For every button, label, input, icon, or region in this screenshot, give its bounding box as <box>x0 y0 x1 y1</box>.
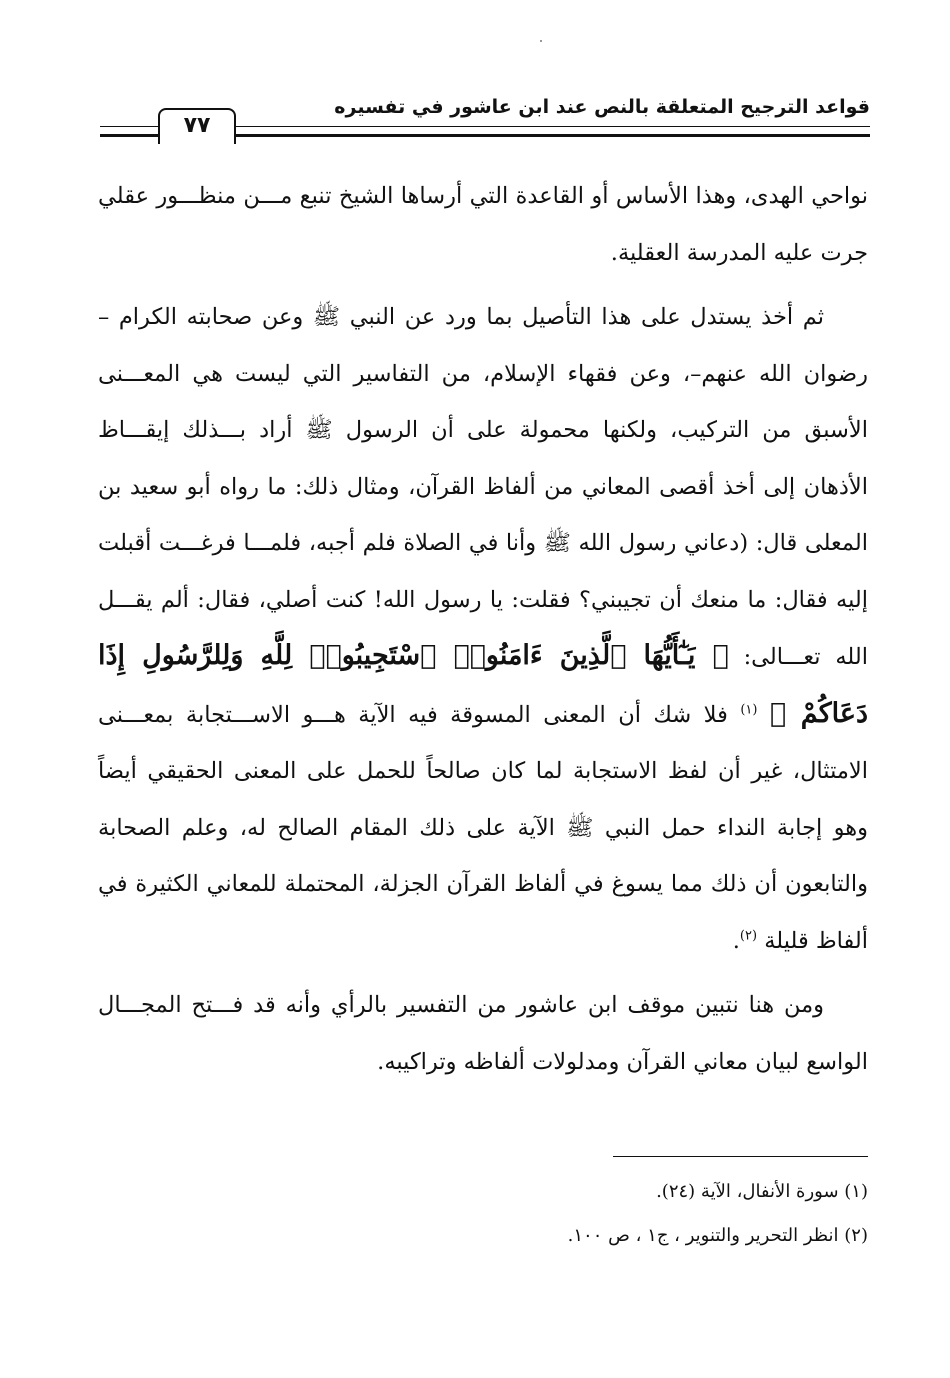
paragraph-1: نواحي الهدى، وهذا الأساس أو القاعدة التي أرساها الشيخ تنبع مـــن منظـــور عقلي جرت عليه المدرسة العقلية. <box>98 183 868 266</box>
main-text <box>98 168 868 1090</box>
footnote-2: (٢) انظر التحرير والتنوير ، ج١ ، ص ١٠٠. <box>567 1225 868 1246</box>
paragraph-2-end: . <box>732 927 740 954</box>
paragraph-2-continuation: فلا شك أن المعنى المسوقة فيه الآية هـــو الاســـتجابة بمعـــنى الامتثال، غير أن لفظ الاستجابة لما كان صالحاً للحمل على المعنى الحقيقي أيضاً وهو إجابة النداء حمل النبي ﷺ الآية على ذلك المقام الصالح له، وعلم الصحابة والتابعون أن ذلك مما يسوغ في ألفاظ القرآن الجزلة، المحتملة للمعاني الكثيرة في ألفاظ قليلة <box>98 701 868 954</box>
scan-speck <box>540 40 542 42</box>
footnote-ref-1[interactable]: (١) <box>740 702 758 717</box>
page-number: ٧٧ <box>158 108 236 144</box>
footnote-ref-2[interactable]: (٢) <box>739 928 758 943</box>
paragraph-3: ومن هنا نتبين موقف ابن عاشور من التفسير بالرأي وأنه قد فـــتح المجـــال الواسع لبيان معاني القرآن ومدلولات ألفاظه وتراكيبه. <box>98 992 868 1075</box>
quran-verse: ﴿ يَـٰٓأَيُّهَا ٱلَّذِينَ ءَامَنُوا۟ ٱسْتَجِيبُوا۟ لِلَّهِ وَلِلرَّسُولِ إِذَا دَعَاكُمْ ﴾ <box>98 640 868 729</box>
paragraph-2 <box>98 289 868 969</box>
footnote-1: (١) سورة الأنفال، الآية (٢٤). <box>656 1181 868 1202</box>
running-header <box>100 90 870 150</box>
footnote-separator <box>613 1156 868 1157</box>
header-rule-thin-right <box>234 126 870 127</box>
footnotes <box>98 1170 868 1258</box>
paragraph-2-text: ثم أخذ يستدل على هذا التأصيل بما ورد عن النبي ﷺ وعن صحابته الكرام – رضوان الله عنهم–، وعن فقهاء الإسلام، من التفاسير التي ليست هي المعـــنى الأسبق من التركيب، ولكنها محمولة على أن الرسول ﷺ أراد بـــذلك إيقـــاظ الأذهان إلى أخذ أقصى المعاني من ألفاظ القرآن، ومثال ذلك: ما رواه أبو سعيد بن المعلى قال: (دعاني رسول الله ﷺ وأنا في الصلاة فلم أجبه، فلمـــا فرغـــت أقبلت إليه فقال: ما منعك أن تجيبني؟ فقلت: يا رسول الله! كنت أصلي، فقال: ألم يقـــل الله تعـــالى: <box>98 304 868 670</box>
header-title: قواعد الترجيح المتعلقة بالنص عند ابن عاشور في تفسيره <box>334 96 870 118</box>
